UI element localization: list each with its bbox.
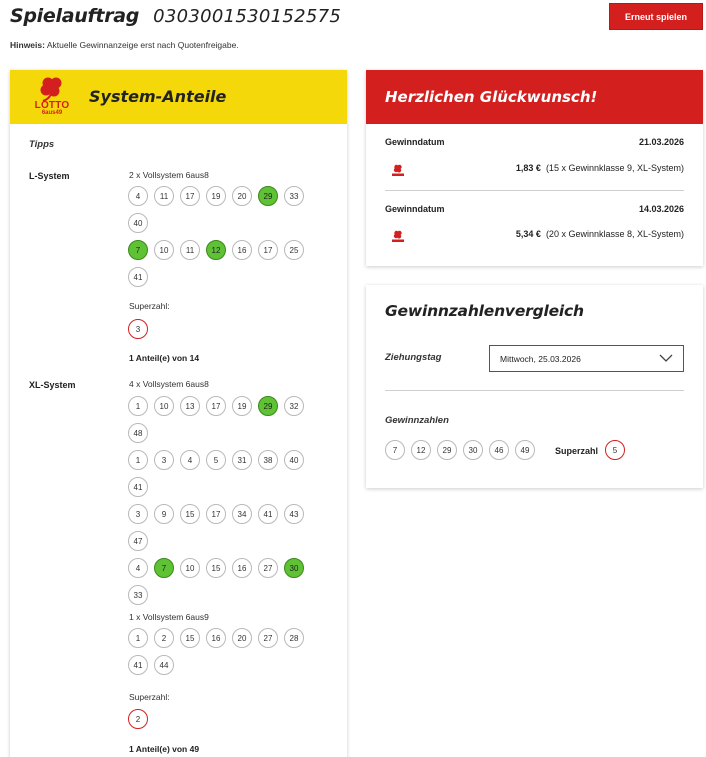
number-ball: 40 — [284, 450, 304, 470]
hint-label: Hinweis: — [10, 40, 45, 50]
compare-superzahl-label: Superzahl — [555, 446, 599, 456]
lotto-logo — [31, 76, 73, 118]
number-ball: 4 — [128, 186, 148, 206]
winning-number-ball: 7 — [385, 440, 405, 460]
winning-number-ball: 12 — [411, 440, 431, 460]
replay-button[interactable]: Erneut spielen — [609, 3, 703, 30]
number-ball: 16 — [232, 240, 252, 260]
draw-day-label: Ziehungstag — [385, 352, 442, 363]
number-ball-hit: 12 — [206, 240, 226, 260]
number-ball: 32 — [284, 396, 304, 416]
number-ball: 20 — [232, 628, 252, 648]
xl-superzahl-ball: 2 — [128, 709, 148, 729]
draw-day-value: Mittwoch, 25.03.2026 — [500, 353, 581, 364]
winning-number-ball: 49 — [515, 440, 535, 460]
number-ball: 10 — [154, 396, 174, 416]
number-ball: 27 — [258, 628, 278, 648]
number-ball: 19 — [206, 186, 226, 206]
win-amount-line — [516, 163, 684, 173]
number-ball: 10 — [154, 240, 174, 260]
number-ball: 33 — [284, 186, 304, 206]
number-ball: 5 — [206, 450, 226, 470]
number-ball-hit: 7 — [154, 558, 174, 578]
l-share-text: 1 Anteil(e) von 14 — [129, 353, 200, 363]
number-ball: 10 — [180, 558, 200, 578]
number-ball: 44 — [154, 655, 174, 675]
number-ball: 41 — [128, 655, 148, 675]
page-title-text: Spielauftrag — [10, 5, 140, 27]
win-detail: (15 x Gewinnklasse 9, XL-System) — [545, 163, 684, 173]
number-ball: 41 — [128, 477, 148, 497]
number-ball: 17 — [258, 240, 278, 260]
system-shares-title: System-Anteile — [89, 87, 227, 106]
l-superzahl-label: Superzahl: — [129, 301, 170, 311]
number-ball: 1 — [128, 450, 148, 470]
order-number: 0303001530152575 — [153, 6, 342, 27]
win-date-label: Gewinndatum — [385, 137, 445, 147]
numbers-label: Gewinnzahlen — [385, 415, 449, 426]
win-date: 21.03.2026 — [638, 137, 684, 147]
chevron-down-icon — [659, 353, 673, 363]
number-ball: 19 — [232, 396, 252, 416]
number-ball: 17 — [180, 186, 200, 206]
l-system-desc: 2 x Vollsystem 6aus8 — [129, 170, 209, 180]
number-ball: 28 — [284, 628, 304, 648]
number-ball: 11 — [154, 186, 174, 206]
page-title — [10, 5, 341, 27]
number-ball: 41 — [128, 267, 148, 287]
tipps-label: Tipps — [29, 139, 55, 150]
win-amount: 5,34 € — [515, 229, 541, 239]
congrats-title: Herzlichen Glückwunsch! — [385, 88, 598, 106]
number-ball: 15 — [206, 558, 226, 578]
winning-number-ball: 29 — [437, 440, 457, 460]
number-ball: 17 — [206, 396, 226, 416]
number-ball: 3 — [128, 504, 148, 524]
hint-line — [10, 40, 239, 50]
number-ball: 13 — [180, 396, 200, 416]
number-ball: 25 — [284, 240, 304, 260]
xl-share-text: 1 Anteil(e) von 49 — [129, 744, 200, 754]
divider — [385, 190, 684, 191]
win-amount: 1,83 € — [515, 163, 541, 173]
number-ball: 31 — [232, 450, 252, 470]
number-ball-hit: 29 — [258, 186, 278, 206]
xl-system-desc-2: 1 x Vollsystem 6aus9 — [129, 612, 209, 622]
number-ball: 47 — [128, 531, 148, 551]
lotto-mini-logo-icon — [391, 164, 405, 178]
system-shares-header — [10, 70, 347, 124]
number-ball: 4 — [180, 450, 200, 470]
number-ball: 38 — [258, 450, 278, 470]
logo-sub: 6aus49 — [41, 110, 63, 116]
number-ball: 27 — [258, 558, 278, 578]
hint-text: Aktuelle Gewinnanzeige erst nach Quotenfreigabe. — [46, 40, 239, 50]
compare-superzahl-ball: 5 — [605, 440, 625, 460]
lotto-mini-logo-icon — [391, 230, 405, 244]
number-ball: 2 — [154, 628, 174, 648]
draw-day-select[interactable] — [489, 345, 684, 372]
winning-number-ball: 46 — [489, 440, 509, 460]
number-ball-hit: 29 — [258, 396, 278, 416]
number-ball: 15 — [180, 504, 200, 524]
number-ball-hit: 7 — [128, 240, 148, 260]
xl-system-desc-1: 4 x Vollsystem 6aus8 — [129, 379, 209, 389]
number-ball: 15 — [180, 628, 200, 648]
number-ball: 33 — [128, 585, 148, 605]
congrats-card — [366, 70, 703, 266]
compare-title: Gewinnzahlenvergleich — [385, 302, 584, 320]
xl-system-label: XL-System — [29, 380, 76, 390]
win-detail: (20 x Gewinnklasse 8, XL-System) — [545, 229, 684, 239]
number-ball: 1 — [128, 628, 148, 648]
clover-icon — [31, 76, 73, 102]
xl-superzahl-label: Superzahl: — [129, 692, 170, 702]
l-superzahl-ball: 3 — [128, 319, 148, 339]
number-ball: 1 — [128, 396, 148, 416]
number-ball: 34 — [232, 504, 252, 524]
number-ball: 16 — [232, 558, 252, 578]
win-date: 14.03.2026 — [638, 204, 684, 214]
win-date-label: Gewinndatum — [385, 204, 445, 214]
number-ball: 16 — [206, 628, 226, 648]
number-ball: 17 — [206, 504, 226, 524]
number-ball: 11 — [180, 240, 200, 260]
number-ball: 40 — [128, 213, 148, 233]
divider — [385, 390, 684, 391]
number-ball: 9 — [154, 504, 174, 524]
number-ball: 3 — [154, 450, 174, 470]
number-ball: 41 — [258, 504, 278, 524]
l-system-label: L-System — [29, 171, 70, 181]
system-shares-card — [10, 70, 347, 757]
number-ball: 48 — [128, 423, 148, 443]
congrats-header — [366, 70, 703, 124]
number-ball-hit: 30 — [284, 558, 304, 578]
win-amount-line — [516, 229, 684, 239]
winning-number-ball: 30 — [463, 440, 483, 460]
number-ball: 43 — [284, 504, 304, 524]
logo-text: LOTTO — [34, 100, 70, 111]
number-ball: 4 — [128, 558, 148, 578]
number-ball: 20 — [232, 186, 252, 206]
numbers-compare-card — [366, 285, 703, 488]
